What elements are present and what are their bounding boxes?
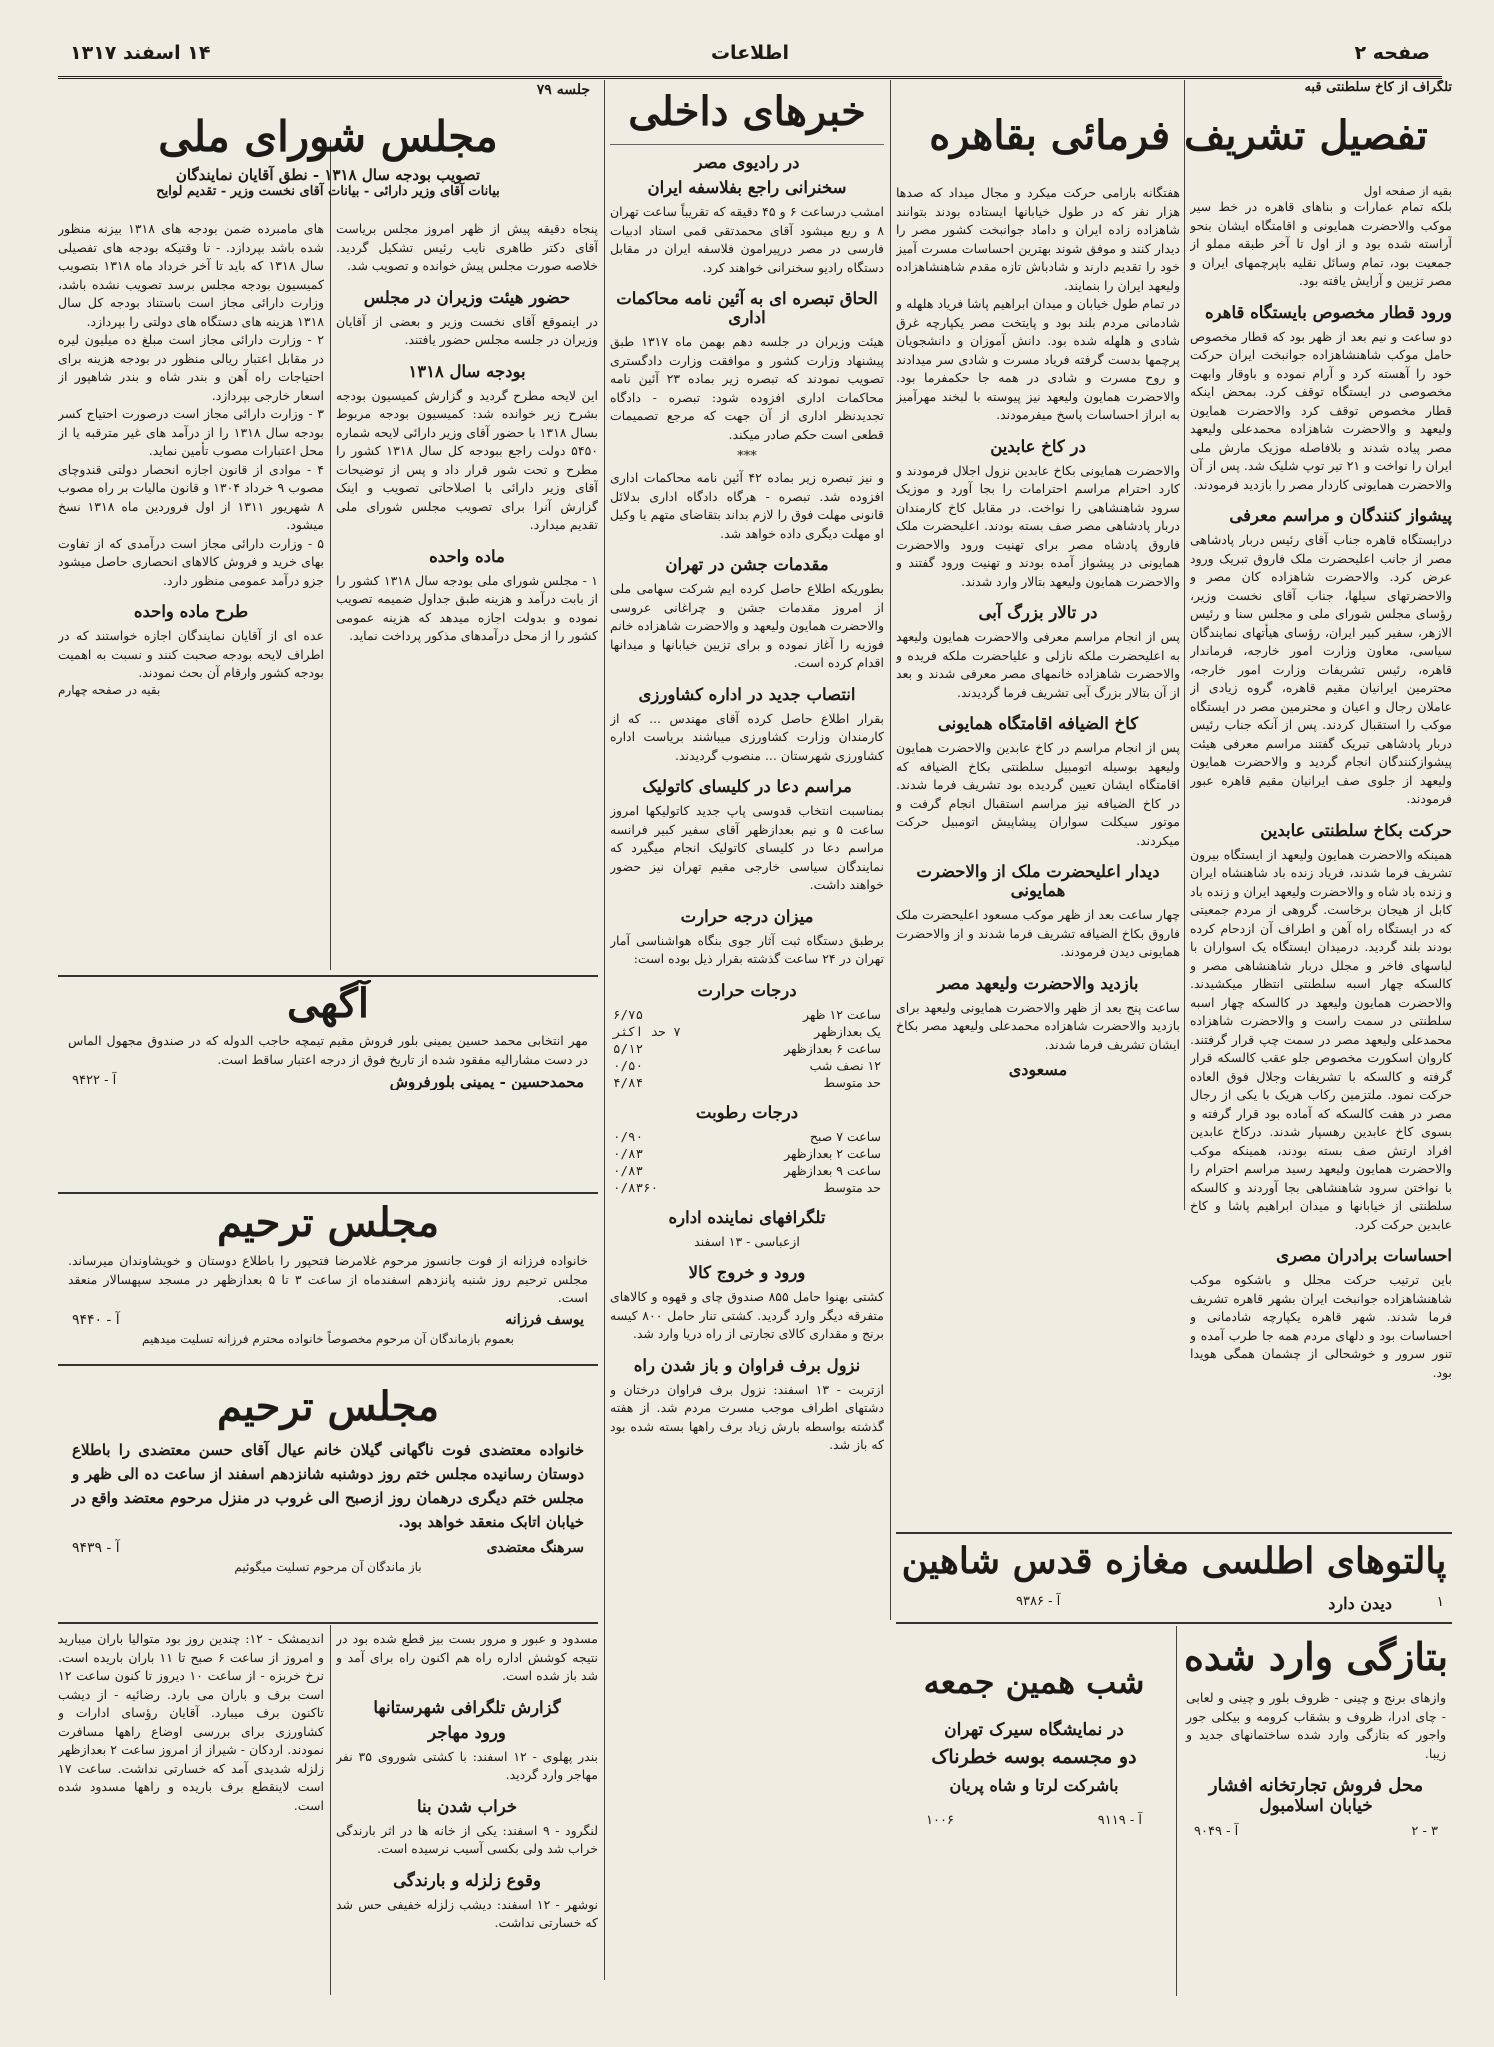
heading-celebration: مقدمات جشن در تهران bbox=[665, 555, 829, 574]
section-heading-guesthouse: کاخ الضیافه اقامتگاه همایونی bbox=[937, 714, 1139, 733]
ad-notice bbox=[58, 980, 598, 1090]
section-heading-abdin-palace: در کاخ عابدین bbox=[990, 436, 1086, 456]
section-heading-brothers: احساسات برادران مصری bbox=[1276, 1246, 1452, 1265]
column-rule bbox=[1184, 80, 1185, 1210]
memorial-2-code: آ - ۹۴۳۹ bbox=[72, 1540, 120, 1556]
article-paragraph: لنگرود - ۹ اسفند: یکی از خانه ها در اثر بارندگی خراب شد ولی بکسی آسیب نرسیده است. bbox=[336, 1822, 598, 1856]
article-paragraph: بلکه تمام عمارات و بناهای قاهره در خط سیر موکب والاحضرت همایونی و اقامتگاه ایشان بنحو آراسته شده بود و از اول تا آخر طبقه مملو از جمعیت بود، تمام وسائل نقلیه باپرچمهای ایران و مصر تزیین و آرایش یافته بود. bbox=[1190, 199, 1452, 288]
domestic-headline: خبرهای داخلی bbox=[628, 88, 866, 135]
heading-proposal: طرح ماده واحده bbox=[133, 602, 249, 621]
ad-arrival-body: وازهای برنج و چینی - ظروف بلور و چینی و لعابی - چای ادرا، ظروف و بشقاب کرومه و بیکلی جور واجور که بتازگی وارد شده ساختمانهای جدید و زیبا. bbox=[1186, 1690, 1446, 1761]
section-divider bbox=[58, 1622, 598, 1624]
ad-circus-line2: دو مجسمه بوسه خطرناک bbox=[931, 1745, 1137, 1768]
column-rule bbox=[330, 1625, 331, 1995]
section-heading-visit: دیدار اعلیحضرت ملک از والاحضرت همایونی bbox=[916, 862, 1160, 900]
heading-migrant: ورود مهاجر bbox=[428, 1722, 506, 1742]
province-news-left bbox=[58, 1630, 324, 1995]
heading-agriculture: انتصاب جدید در اداره کشاورزی bbox=[638, 684, 856, 704]
ad-memorial-1 bbox=[58, 1198, 598, 1358]
section-heading-train: ورود قطار مخصوص بایستگاه قاهره bbox=[1205, 302, 1452, 322]
continuation-label: بقیه از صفحه اول bbox=[1363, 184, 1452, 198]
heading-single-article: ماده واحده bbox=[429, 546, 505, 566]
column-rule bbox=[604, 80, 605, 1980]
article-paragraph: باین ترتیب حرکت مجلل و باشکوه موکب شاهنشاهزاده جوانبخت ایران بشهر قاهره تشریف فرما شدند. شهر قاهره یکپارچه شادمانی و احساسات بود و دلهای مردم همه جا طرب آمده و تنور سرور و خوشحالی از چشمان همگی هویدا بود. bbox=[1190, 1272, 1452, 1380]
memorial-2-title: مجلس ترحیم bbox=[216, 1383, 440, 1430]
ad-coats-tagline: دیدن دارد bbox=[1328, 1594, 1392, 1613]
section-divider bbox=[58, 975, 598, 977]
memorial-1-body: خانواده فرزانه از فوت جانسوز مرحوم غلامرضا فتحپور را باطلاع دوستان و خویشاوندان میرساند. مجلس ترحیم روز شنبه پانزدهم اسفندماه از ساعت ۳ تا ۵ بعدازظهر در مسجد سپهسالار منعقد است. bbox=[68, 1253, 588, 1305]
memorial-1-code: آ - ۹۴۴۰ bbox=[72, 1311, 120, 1328]
section-divider bbox=[58, 1364, 598, 1366]
article-paragraph: والاحضرت همایونی بکاخ عابدین نزول اجلال فرمودند و کارد احترام مراسم احترامات را بجا آورد و موزیک سرود شاهنشاهی را نواخت. در مقابل کاخ کارمندان دربار پادشاهی مصر صف بسته بودند. اعلیحضرت ملک فاروق پادشاه مصر برای تهنیت ورود والاحضرت همایونی در پیشواز آمده بودند و تهنیت ورود گفتند و والاحضرت همایون ولیعهد بتالار وارد شدند. bbox=[896, 462, 1180, 589]
column-rule bbox=[890, 80, 891, 1620]
ad-coats-code: آ - ۹۳۸۶ bbox=[1016, 1594, 1061, 1609]
article-paragraph: ساعت پنج بعد از ظهر والاحضرت همایونی ولیعهد برای بازدید والاحضرت شاهزاده محمدعلی ولیعهد مصر بکاخ ایشان تشریف فرما شدند. bbox=[896, 999, 1180, 1052]
article-paragraph: های مامبرده ضمن بودجه های ۱۳۱۸ بیزنه منظور شده باشد بپردازد. - تا وقتیکه بودجه های تفصیلی سال ۱۳۱۸ که باید تا آخر خرداد ماه ۱۳۱۸ بتصویب کمیسیون بودجه مجلس برسد تصویب نشده باشد، وزارت دارائی مجاز است باستناد بودجه کل سال ۱۳۱۸ هزینه های دستگاه های دولتی را بپردازد. bbox=[58, 221, 324, 329]
heading-temperature: درجات حرارت bbox=[697, 980, 797, 1000]
article-paragraph: اندیمشک - ۱۲: چندین روز بود متوالیا باران میبارید و امروز از ساعت ۶ صبح تا ۱۱ باران باریده است. نرخ خربزه - از ساعت ۱۰ دیروز تا کنون ساعت ۱۲ است برف و باران می بارد. رضائیه - از دیشب تاکنون برف میبارد. آقایان رؤسای ادارات و کشاورزی برای بررسی اوضاع راهها مسافرت نمودند. اردکان - شیراز از امروز ساعت ۲ بعدازظهر زلزله شدیدی آمد که خسارتی نداشت. ساعت ۱۷ است لاینقطع برف باریده و راهها مسدود شده است. bbox=[58, 1631, 324, 1813]
section-heading-return: بازدید والاحضرت ولیعهد مصر bbox=[937, 973, 1139, 993]
ad-circus-line3: باشرکت لرتا و شاه پریان bbox=[949, 1775, 1119, 1795]
page-number: صفحه ۲ bbox=[1354, 42, 1430, 64]
article-paragraph: ازتربت - ۱۳ اسفند: نزول برف فراوان درختان و دشتهای اطراف موجب مسرت مردم شد. از هفته گذشته بواسطه بارش زیاد برف راهها بسته شده بود که باز شد. bbox=[610, 1381, 884, 1452]
heading-representatives: تلگرافهای نماینده اداره bbox=[668, 1207, 826, 1227]
table-row: یک بعدازظهر ۷ حد اکثر bbox=[613, 1023, 881, 1039]
article-paragraph: ۵ - وزارت دارائی مجاز است درآمدی که از تفاوت بهای خرید و فروش کالاهای انحصاری حاصل میشود جزو درآمد عمومی منظور دارد. bbox=[58, 535, 324, 588]
table-row: ۱۲ نصف شب ۰/۵۰ bbox=[613, 1057, 881, 1073]
table-row: ساعت ۷ صبح ۰/۹۰ bbox=[613, 1128, 881, 1144]
memorial-1-thanks: بعموم بازماندگان آن مرحوم مخصوصاً خانواده محترم فرزانه تسلیت میدهیم bbox=[142, 1331, 514, 1346]
section-divider bbox=[896, 1532, 1452, 1534]
article-paragraph: پس از انجام مراسم معرفی والاحضرت همایون ولیعهد به اعلیحضرت ملکه نازلی و علیاحضرت ملکه فریده و والاحضرت شاهزاده خانمهای مصر معرفی شدند و بعد از آن بتالار بزرگ آبی تشریف فرما گردیدند. bbox=[896, 629, 1180, 700]
telegraph-line: تلگراف از کاخ سلطنتی قبه bbox=[1304, 80, 1452, 95]
session-number: جلسه ۷۹ bbox=[536, 82, 590, 98]
table-row: ساعت ۱۲ ظهر ۶/۷۵ bbox=[613, 1006, 881, 1022]
column-domestic-news bbox=[610, 80, 884, 1995]
article-paragraph: بقرار اطلاع حاصل کرده آقای مهندس ... که از کارمندان وزارت کشاورزی میباشند بریاست اداره کشاورزی شهرستان ... منصوب گردیدند. bbox=[610, 710, 884, 763]
article-paragraph: در اینموقع آقای نخست وزیر و بعضی از آقایان وزیران در جلسه مجلس حضور یافتند. bbox=[336, 313, 598, 347]
memorial-1-name: یوسف فرزانه bbox=[505, 1311, 584, 1328]
heading-humidity: درجات رطوبت bbox=[695, 1102, 799, 1122]
province-news-right bbox=[336, 1630, 598, 1995]
section-divider bbox=[58, 1192, 598, 1194]
memorial-2-thanks: باز ماندگان آن مرحوم تسلیت میگوئیم bbox=[234, 1560, 422, 1574]
section-divider bbox=[896, 1622, 1452, 1624]
article-paragraph: بندر پهلوی - ۱۲ اسفند: با کشتی شوروی ۳۵ نفر مهاجر وارد گردید. bbox=[336, 1748, 598, 1782]
memorial-2-name: سرهنگ معتضدی bbox=[486, 1540, 584, 1556]
temperature-table bbox=[610, 1006, 884, 1091]
egypt-headline-box bbox=[905, 104, 1452, 190]
article-paragraph: کشتی بهنوا حامل ۸۵۵ صندوق چای و قهوه و کالاهای متفرقه دیگر وارد گردید. کشتی تنار حامل ۸۰۰ کیسه برنج و مقداری کالای تجارتی از راه دریا وارد شد. bbox=[610, 1289, 884, 1341]
separator-stars: *** bbox=[737, 449, 757, 464]
paper-name: اطلاعات bbox=[710, 42, 790, 64]
article-paragraph: در تمام طول خیابان و میدان ابراهیم پاشا فریاد هلهله و شادمانی مردم بلند بود و پایتخت مصر یکپارچه غرق شادی و هلهله شده بود. دانش آموزان و دانشجویان پرچمها بدست گرفته فریاد مسرت و شادی سر میدادند و روح مسرت و شادی در همه جا حکمفرما بود. والاحضرت همایون ولیعهد نیز پیوسته با لبخند مهرآمیز به ابراز احساسات پاسخ میفرمودند. bbox=[896, 296, 1180, 422]
ad-notice-code: آ - ۹۴۲۲ bbox=[72, 1073, 117, 1088]
majlis-subheading-2: بیانات آقای وزیر دارائی - بیانات آقای نخست وزیر - تقدیم لوایح bbox=[156, 184, 500, 200]
article-paragraph: عده ای از آقایان نمایندگان اجازه خواستند که در اطراف لایحه بودجه صحبت کنند و نسبت به اهمیت بودجه کشور وارقام آن بحث نمودند. bbox=[58, 628, 324, 680]
egypt-headline: تفصیل تشریف فرمائی بقاهره bbox=[929, 112, 1428, 159]
heading-house-collapse: خراب شدن بنا bbox=[416, 1796, 518, 1816]
memorial-2-body: خانواده معتضدی فوت ناگهانی گیلان خانم عیال آقای حسن معتضدی را باطلاع دوستان رسانیده مجلس ختم روز دوشنبه شانزدهم اسفند از ساعت ده الی ظهر و مجلس ختم دیگری درهمان روز ازصبح الی غروب در منزل مرحوم معتضد واقع در خیابان اتابک منعقد خواهد بود. bbox=[72, 1441, 584, 1531]
ad-coats bbox=[896, 1538, 1452, 1620]
column-rule bbox=[1176, 1626, 1177, 1996]
article-paragraph: ۴ - موادی از قانون اجازه انحصار دولتی قندوچای مصوب ۹ خرداد ۱۳۰۴ و قانون مالیات بر راه مصوب ۸ شهریور ۱۳۱۱ از اول فروردین ماه ۱۳۱۸ نسخ میشود. bbox=[58, 461, 324, 532]
heading-goods: ورود و خروج کالا bbox=[688, 1263, 806, 1282]
ad-coats-title: پالتوهای اطلسی مغازه قدس شاهین bbox=[901, 1540, 1447, 1582]
article-paragraph: پنجاه دقیقه پیش از ظهر امروز مجلس بریاست آقای دکتر طاهری نایب رئیس تشکیل گردید. خلاصه صورت مجلس پیش خوانده و تصویب شد. bbox=[336, 221, 598, 273]
ad-arrival bbox=[1180, 1626, 1452, 1996]
heading-earthquake: وقوع زلزله و بارندگی bbox=[393, 1870, 541, 1890]
humidity-table bbox=[610, 1128, 884, 1196]
majlis-subheading-1: تصویب بودجه سال ۱۳۱۸ - نطق آقایان نمایندگان bbox=[175, 166, 481, 185]
ad-arrival-street: خیابان اسلامبول bbox=[1259, 1796, 1373, 1817]
article-paragraph: درایستگاه قاهره جناب آقای رئیس دربار پادشاهی مصر از جانب اعلیحضرت ملک فاروق تبریک ورود عرض کرد. والاحضرت شاهزاده کان مصر و والاحضرتهای سیلها، جناب آقای نخست وزیر، رؤسای مجلس شورای ملی و مجلس سنا و رئیس الازهر، سفیر کبیر ایران، رؤسای هیأتهای نمایندگان سیاسی، معاون وزارت امور خارجه، فرماندار قاهره، رئیس تشریفات وزارت امور خارجه، محترمین ایرانیان مقیم قاهره، گروه زیادی از عاملان رجال و اعیان و محترمین مصر در ایستگاه موکب را استقبال کردند. پس از آنکه جناب رئیس دربار پادشاهی تبریک گفتند مراسم معرفی هیئت پیشوازکنندگان انجام گردید و والاحضرت همایون ولیعهد از جلوی صف ایرانیان مقیم قاهره عبور فرمودند. bbox=[1190, 532, 1452, 806]
continuation-label: بقیه در صفحه چهارم bbox=[58, 682, 161, 697]
article-paragraph: دو ساعت و نیم بعد از ظهر بود که قطار مخصوص حامل موکب شاهنشاهزاده جوانبخت ایران حرکت خود را آهسته کرد و آرام نموده و باوقار وابهت مخصوصی در ایستگاه توقف کرد. بمحض اینکه قطار مخصوص توقف کرد والاحضرت همایون ولیعهد و والاحضرت شاهزاده محمدعلی ولیعهد مصر پیاده شدند و بلافاصله موزیک مارش ملی ایران را نواخت و ۲۱ تیر توپ شلیک شد. پس از آن والاحضرت همایونی کاردار مصر را بازدید فرمودند. bbox=[1190, 328, 1452, 492]
article-paragraph: ۱ - مجلس شورای ملی بودجه سال ۱۳۱۸ کشور را از بابت درآمد و هزینه طبق جداول ضمیمه تصویب نموده و بدولت اجازه میدهد که هزینه عمومی کشور را از محل درآمدهای مذکور پرداخت نماید. bbox=[336, 572, 598, 643]
egypt-article-left bbox=[896, 184, 1180, 1529]
ad-circus-code2: ۱۰۰۶ bbox=[926, 1812, 954, 1828]
memorial-1-title: مجلس ترحیم bbox=[216, 1199, 440, 1246]
article-paragraph: هفتگانه بارامی حرکت میکرد و مجال میداد که صدها هزار نفر که در طول خیابانها ایستاده بودند بتوانند شاهزاده زاده ایران و داماد جوانبخت کشور مصر را دیدار کنند و موفق شوند بهترین احساسات مسرت آمیز خود را تقدیم دارند و شادباش تازه مقدم شاهنشاهزاده ولیعهد ایران را بنمایند. bbox=[896, 185, 1180, 293]
heading-catholic: مراسم دعا در کلیسای کاتولیک bbox=[642, 777, 852, 796]
article-paragraph: برطبق دستگاه ثبت آثار جوی بنگاه هواشناسی آمار تهران در ۲۴ ساعت گذشته بقرار ذیل بوده است: bbox=[610, 932, 884, 966]
ad-notice-body: مهر انتخابی محمد حسین یمینی بلور فروش مقیم تیمچه حاجب الدوله که در صندوق مجهول الماس در دست مشارالیه مفقود شده از تاریخ فوق از درجه اعتبار ساقط است. bbox=[68, 1033, 588, 1067]
masthead bbox=[58, 36, 1442, 79]
heading-temperature-level: میزان درجه حرارت bbox=[680, 906, 814, 926]
article-paragraph: نوشهر - ۱۲ اسفند: دیشب زلزله خفیفی حس شد که خسارتی نداشت. bbox=[336, 1896, 598, 1930]
heading-snow: نزول برف فراوان و باز شدن راه bbox=[633, 1355, 861, 1375]
heading-province-telegraph: گزارش تلگرافی شهرستانها bbox=[373, 1697, 561, 1717]
table-row: ساعت ۶ بعدازظهر ۵/۱۲ bbox=[613, 1040, 881, 1056]
ad-circus bbox=[896, 1626, 1172, 1996]
ad-circus-line1: در نمایشگاه سیرک تهران bbox=[944, 1719, 1124, 1740]
ad-notice-title: آگهی bbox=[287, 980, 369, 1027]
article-paragraph: ازعباسی - ۱۳ اسفند bbox=[694, 1233, 800, 1249]
article-paragraph: ۲ - وزارت دارائی مجاز است مبلغ ده میلیون لیره در مقابل اعتبار ریالی منظور در بودجه هزینه برای احتیاجات راه آهن و بندر شاه و بندر شاهپور از اسعار خارجی بپردازد. bbox=[58, 332, 324, 403]
article-paragraph: و نیز تبصره زیر بماده ۴۲ آئین نامه محاکمات اداری افزوده شد. تبصره - هرگاه دادگاه اداری بدلائل قانونی مهلت فوق را لازم بداند بتقاضای متهم یا وکیل او مهلت دیگری داده خواهد شد. bbox=[610, 470, 884, 541]
ad-arrival-title: بتازگی وارد شده bbox=[1183, 1634, 1449, 1679]
ad-arrival-code2: ۳ - ۲ bbox=[1411, 1824, 1438, 1840]
article-paragraph: این لایحه مطرح گردید و گزارش کمیسیون بودجه بشرح زیر خوانده شد: کمیسیون بودجه مربوط بسال ۱۳۱۸ با حضور آقای وزیر دارائی لایحه شماره ۵۴۵۰ دولت راجع ببودجه کل سال ۱۳۱۸ کشور را مطرح و تحت شور قرار داد و پس از توضیحات آقای وزیر دارائی با اصلاحاتی تصویب و اینک گزارش آنرا برای تصویب مجلس شورای ملی تقدیم میدارد. bbox=[336, 387, 598, 532]
heading-radio: در رادیوی مصر bbox=[694, 153, 800, 172]
table-row: حد متوسط ۰/۸۳۶۰ bbox=[613, 1179, 881, 1195]
ad-coats-number: ۱ bbox=[1436, 1594, 1444, 1610]
egypt-article-right bbox=[1190, 184, 1452, 1534]
ad-circus-title: شب همین جمعه bbox=[923, 1663, 1145, 1701]
section-heading-welcome: پیشواز کنندگان و مراسم معرفی bbox=[1229, 506, 1452, 525]
article-paragraph: پس از انجام مراسم در کاخ عابدین والاحضرت همایون ولیعهد بوسیله اتومبیل سلطنتی بکاخ الضیافه که اقامتگاه ایشان تعیین گردیده بود تشریف فرما شدند. در کاخ الضیافه نیز مراسم استقبال انجام گرفت و موتور سیکلت سواران پیشاپیش اتومبیل حرکت میکردند. bbox=[896, 740, 1180, 848]
heading-speech: سخنرانی راجع بفلاسفه ایران bbox=[647, 178, 847, 197]
ad-arrival-shop: محل فروش تجارتخانه افشار bbox=[1208, 1775, 1424, 1797]
ad-arrival-code: آ - ۹۰۴۹ bbox=[1194, 1824, 1239, 1840]
article-signature: مسعودی bbox=[1008, 1060, 1068, 1079]
article-paragraph: هیئت وزیران در جلسه دهم بهمن ماه ۱۳۱۷ طبق پیشنهاد وزارت کشور و موافقت وزارت دادگستری تصویب نمودند که تبصره زیر بماده ۲۳ آئین نامه محاکمات اداری افزوده شود: تبصره - دادگاه تجدیدنظر اداری از آن جهت که مرجع تصمیمات قطعی است حکم صادر میکند. bbox=[610, 334, 884, 442]
article-paragraph: همینکه والاحضرت همایون ولیعهد از ایستگاه بیرون تشریف فرما شدند، فریاد زنده باد شاهنشاه ایران و زنده باد شاه و والاحضرت ولیعهد ایران و زنده باد کابل از هیجان برخاست. گروهی از مردم جمعیتی که در ایستگاه راه آهن و اطراف آن ازدحام کرده بودند بلند گردید. درمیدان ایستگاه یک اسواران با لباسهای فاخر و مجلل دربار شاهنشاهی مصر و کالسکه چهار اسبه سلطنتی انتظار میکشیدند. والاحضرت همایون ولیعهد در کالسکه چهار اسبه سلطنتی در سمت راست و والاحضرت شاهزاده محمدعلی ولیعهد مصر در سمت چپ قرار گرفتند. کاروان اسکورت مخصوص جلو عقب کالسکه قرار گرفته و کالسکه با تشریفات وجلال فوق العاده حرکت نمود. ملتزمین رکاب هریک با یکی از رجال مصر در هفت کالسکه که آماده بود قرار گرفته و بسوی کاخ عابدین رهسپار شدند. درکاخ عابدین افراد ارتش صف بسته بودند، همینکه موکب والاحضرت همایون ولیعهد رسید مراسم احترام را با نواختن سرود شاهنشاهی بجا آوردند و کالسکه سلطنتی از خیابانها و میدان ابراهیم پاشا و کاخ عابدین حرکت کرد. bbox=[1190, 846, 1452, 1232]
article-paragraph: بمناسبت انتخاب قدوسی پاپ جدید کاتولیکها امروز ساعت ۵ و نیم بعدازظهر آقای سفیر کبیر فرانسه مراسم دعا در کلیسای کاتولیک انجام میگیرد که نمایندگان سیاسی خارجی مقیم تهران نیز حضور خواهند داشت. bbox=[610, 803, 884, 892]
issue-date: ۱۴ اسفند ۱۳۱۷ bbox=[70, 42, 211, 64]
table-row: حد متوسط ۴/۸۴ bbox=[613, 1074, 881, 1090]
section-heading-hall: در تالار بزرگ آبی bbox=[978, 603, 1098, 622]
article-paragraph: بطوریکه اطلاع حاصل کرده ایم شرکت سهامی ملی از امروز مقدمات جشن و چراغانی عروسی والاحضرت همایون ولیعهد و والاحضرت شاهزاده خانم فوزیه را آغاز نموده و برای تزیین خیابانها و میدانها اقدام کرده است. bbox=[610, 581, 884, 670]
ad-memorial-2 bbox=[58, 1370, 598, 1620]
heading-budget: بودجه سال ۱۳۱۸ bbox=[408, 361, 526, 381]
article-paragraph: مسدود و عبور و مرور بست بیز قطع شده بود در نتیجه کوشش اداره راه هم اکنون راه برای آمد و شد باز شده است. bbox=[336, 1631, 598, 1683]
majlis-headline-box bbox=[58, 104, 598, 214]
majlis-column-right bbox=[336, 220, 598, 970]
heading-ministers: حضور هیئت وزیران در مجلس bbox=[363, 287, 571, 307]
ad-circus-code: آ - ۹۱۱۹ bbox=[1097, 1812, 1142, 1828]
article-paragraph: چهار ساعت بعد از ظهر موکب مسعود اعلیحضرت ملک فاروق بکاخ الضیافه تشریف فرما شدند و از والاحضرت همایونی دیدن فرمودند. bbox=[896, 907, 1180, 959]
table-row: ساعت ۹ بعدازظهر ۰/۸۳ bbox=[613, 1162, 881, 1178]
article-paragraph: ۳ - وزارت دارائی مجاز است درصورت احتیاج کسر بودجه سال ۱۳۱۸ را از درآمد های غیر مترقبه یا از محل اعتبارات مصوب تأمین نماید. bbox=[58, 406, 324, 458]
table-row: ساعت ۲ بعدازظهر ۰/۸۳ bbox=[613, 1145, 881, 1161]
majlis-column-left bbox=[58, 220, 324, 970]
ad-notice-name: محمدحسین - یمینی بلورفروش bbox=[389, 1073, 584, 1090]
majlis-headline: مجلس شورای ملی bbox=[158, 112, 498, 161]
column-rule bbox=[330, 140, 331, 970]
article-paragraph: امشب درساعت ۶ و ۴۵ دقیقه که تقریباً ساعت تهران ۸ و ربع میشود آقای محمدتقی قمی استاد ادبیات فارسی در مصر درپیرامون فلاسفه ایران در مقابل دستگاه رادیو سخنرانی خواهند کرد. bbox=[610, 204, 884, 275]
section-heading-abdin: حرکت بکاخ سلطنتی عابدین bbox=[1260, 820, 1452, 840]
heading-court: الحاق تبصره ای به آئین نامه محاکمات اداری bbox=[616, 289, 878, 327]
